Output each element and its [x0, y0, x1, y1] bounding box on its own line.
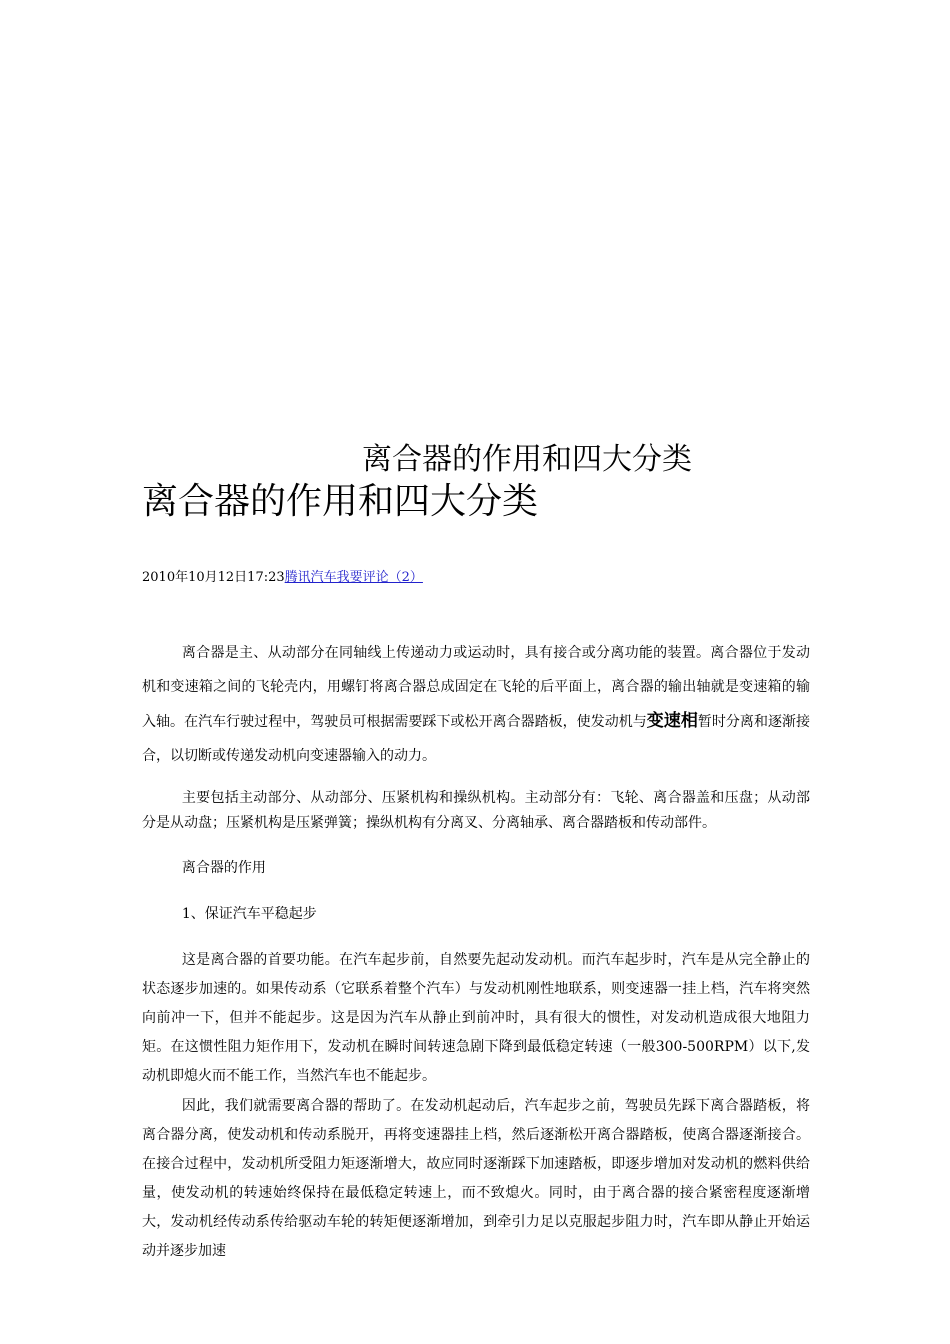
paragraph-function-2: 因此，我们就需要离合器的帮助了。在发动机起动后，汽车起步之前，驾驶员先踩下离合器踏板，将离合器分离，使发动机和传动系脱开，再将变速器挂上档，然后逐渐松开离合器踏板，使离合器逐渐接合。在接合过程中，发动机所受阻力矩逐渐增大，故应同时逐渐踩下加速踏板，即逐步增加对发动机的燃料供给量，使发动机的转速始终保持在最低稳定转速上，而不致熄火。同时，由于离合器的接合紧密程度逐渐增大，发动机经传动系传给驱动车轮的转矩便逐渐增加，到牵引力足以克服起步阻力时，汽车即从静止开始运动并逐步加速	[142, 1098, 810, 1259]
subsection-heading: 1、保证汽车平稳起步	[181, 906, 317, 922]
paragraph-intro-text-b: 暂时分离和逐渐接合，以切断或传递发动机向变速器输入的动力。	[142, 714, 811, 764]
comment-link[interactable]: 腾讯汽车我要评论（2）	[284, 570, 423, 585]
publish-datetime: 2010年10月12日17:23	[142, 570, 285, 585]
paragraph-intro-text-a: 离合器是主、从动部分在同轴线上传递动力或运动时，具有接合或分离功能的装置。离合器位于发动机和变速箱之间的飞轮壳内，用螺钉将离合器总成固定在飞轮的后平面上，离合器的输出轴就是变速箱的输入轴。在汽车行驶过程中，驾驶员可根据需要踩下或松开离合器踏板，使发动机与	[142, 645, 810, 730]
paragraph-function-1: 这是离合器的首要功能。在汽车起步前，自然要先起动发动机。而汽车起步时，汽车是从完全静止的状态逐步加速的。如果传动系（它联系着整个汽车）与发动机刚性地联系，则变速器一挂上档，汽车将突然向前冲一下，但并不能起步。这是因为汽车从静止到前冲时，具有很大的惯性，对发动机造成很大地阻力矩。在这惯性阻力矩作用下，发动机在瞬时间转速急剧下降到最低稳定转速（一般300-500RPM）以下,发动机即熄火而不能工作，当然汽车也不能起步。	[142, 952, 810, 1084]
paragraph-components: 主要包括主动部分、从动部分、压紧机构和操纵机构。主动部分有：飞轮、离合器盖和压盘；从动部分是从动盘；压紧机构是压紧弹簧；操纵机构有分离叉、分离轴承、离合器踏板和传动部件。	[142, 790, 810, 831]
section-heading: 离合器的作用	[181, 860, 266, 876]
paragraph-intro	[142, 636, 810, 773]
highlight-term: 变速相	[646, 711, 698, 731]
article-meta	[142, 568, 423, 588]
header-title: 离合器的作用和四大分类	[362, 442, 692, 477]
page-title: 离合器的作用和四大分类	[142, 481, 539, 522]
